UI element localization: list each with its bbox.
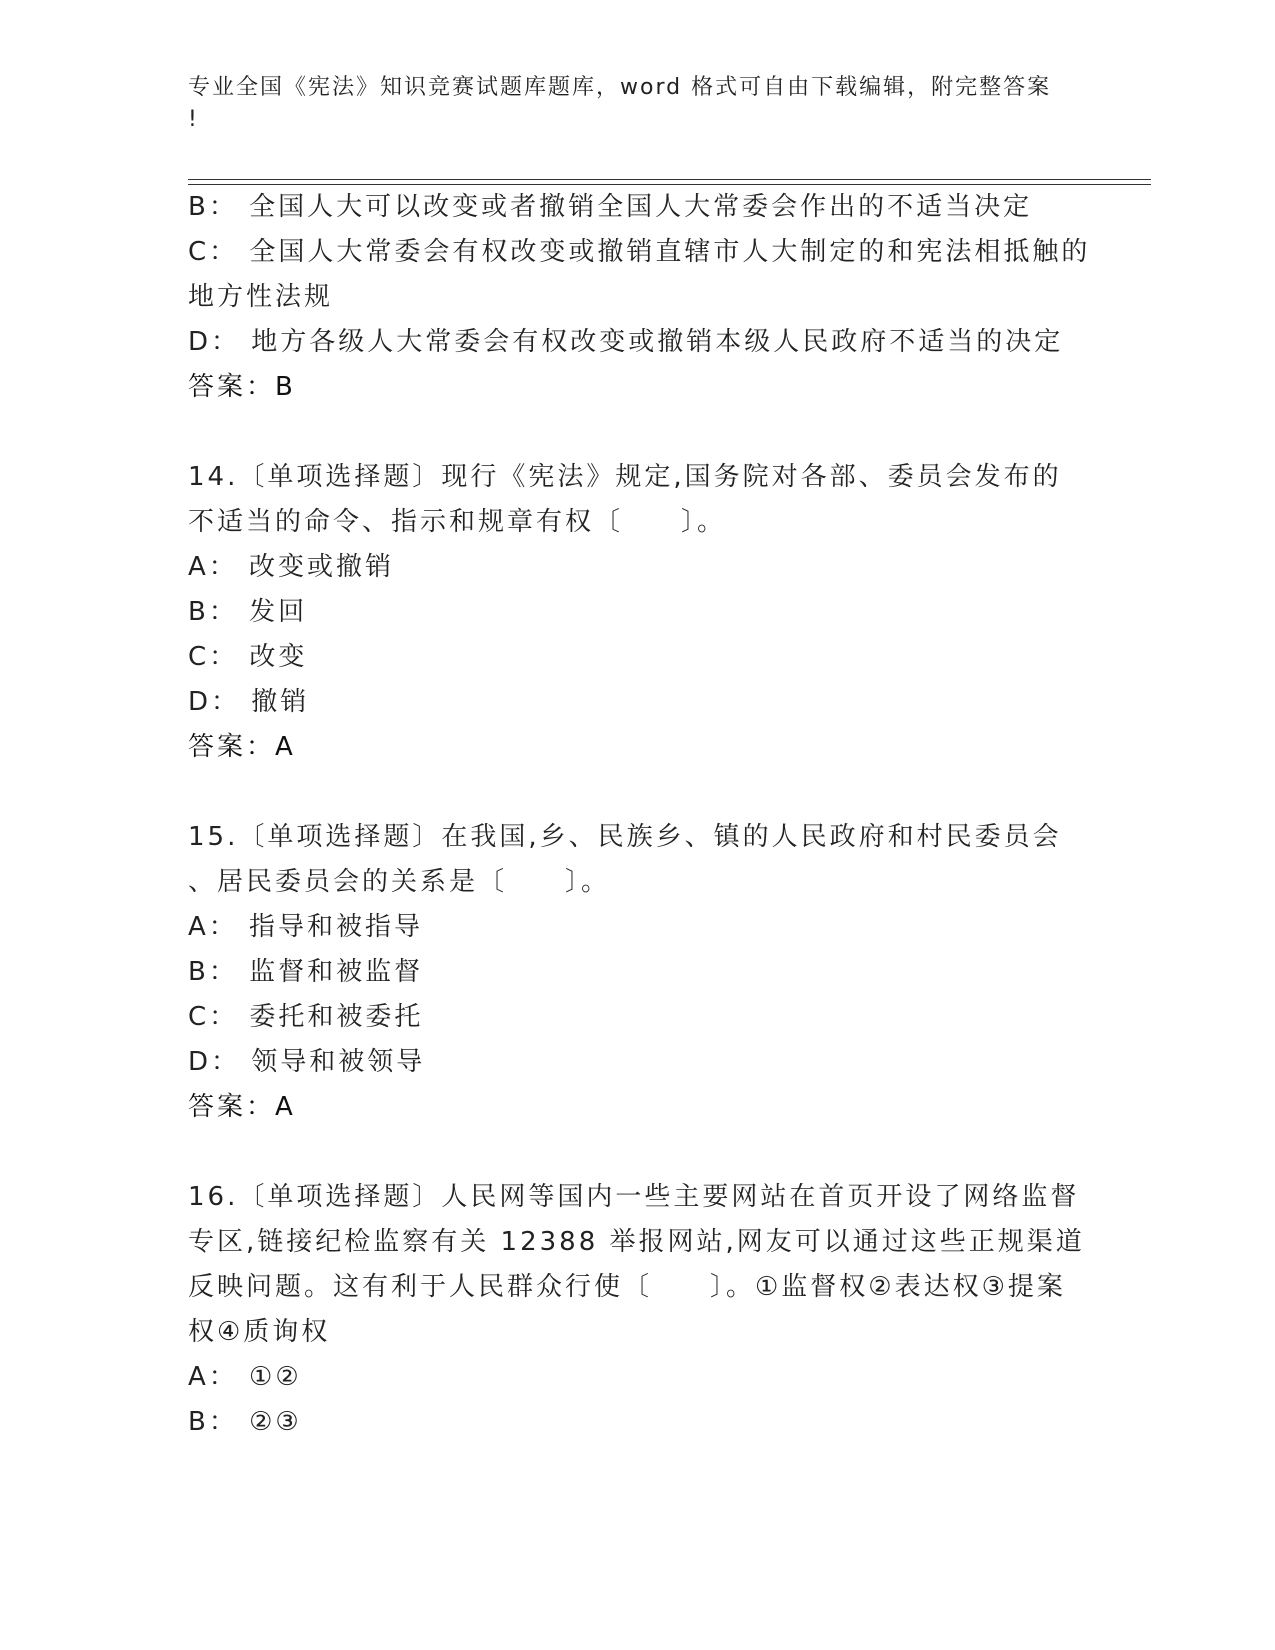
q13-option-b: B： 全国人大可以改变或者撤销全国人大常委会作出的不适当决定: [188, 192, 1033, 222]
q16-option-b: B： ②③: [188, 1407, 302, 1437]
page-header: [188, 72, 1068, 136]
header-title-continuation: !: [188, 107, 199, 132]
q14-option-b: B： 发回: [188, 597, 308, 627]
q14-stem-continuation: 不适当的命令、指示和规章有权〔 〕。: [188, 507, 727, 537]
q14-option-c: C： 改变: [188, 642, 308, 672]
q16-option-a: A： ①②: [188, 1362, 302, 1392]
q13-option-d: D： 地方各级人大常委会有权改变或撤销本级人民政府不适当的决定: [188, 327, 1064, 357]
q15-option-c: C： 委托和被委托: [188, 1002, 424, 1032]
q14-answer: 答案：A: [188, 732, 296, 762]
q15-option-a: A： 指导和被指导: [188, 912, 424, 942]
q16-stem-line-2: 专区,链接纪检监察有关 12388 举报网站,网友可以通过这些正规渠道: [188, 1227, 1085, 1257]
header-title: 专业全国《宪法》知识竞赛试题库题库，word 格式可自由下载编辑，附完整答案: [188, 75, 1052, 100]
q14-option-a: A： 改变或撤销: [188, 552, 395, 582]
q15-option-b: B： 监督和被监督: [188, 957, 424, 987]
header-divider-top: [188, 179, 1151, 180]
q16-stem: 16.〔单项选择题〕人民网等国内一些主要网站在首页开设了网络监督: [188, 1182, 1080, 1212]
q15-option-d: D： 领导和被领导: [188, 1047, 426, 1077]
q15-stem: 15.〔单项选择题〕在我国,乡、民族乡、镇的人民政府和村民委员会: [188, 822, 1062, 852]
q14-option-d: D： 撤销: [188, 687, 310, 717]
q13-option-c: C： 全国人大常委会有权改变或撤销直辖市人大制定的和宪法相抵触的: [188, 237, 1091, 267]
q14-stem: 14.〔单项选择题〕现行《宪法》规定,国务院对各部、委员会发布的: [188, 462, 1062, 492]
q15-stem-continuation: 、居民委员会的关系是〔 〕。: [188, 867, 611, 897]
q16-stem-line-4: 权④质询权: [188, 1317, 331, 1347]
q13-option-c-continuation: 地方性法规: [188, 282, 334, 312]
q15-answer: 答案：A: [188, 1092, 296, 1122]
q13-answer: 答案：B: [188, 372, 296, 402]
header-divider-bottom: [188, 184, 1151, 185]
q16-stem-line-3: 反映问题。这有利于人民群众行使〔 〕。①监督权②表达权③提案: [188, 1272, 1066, 1302]
